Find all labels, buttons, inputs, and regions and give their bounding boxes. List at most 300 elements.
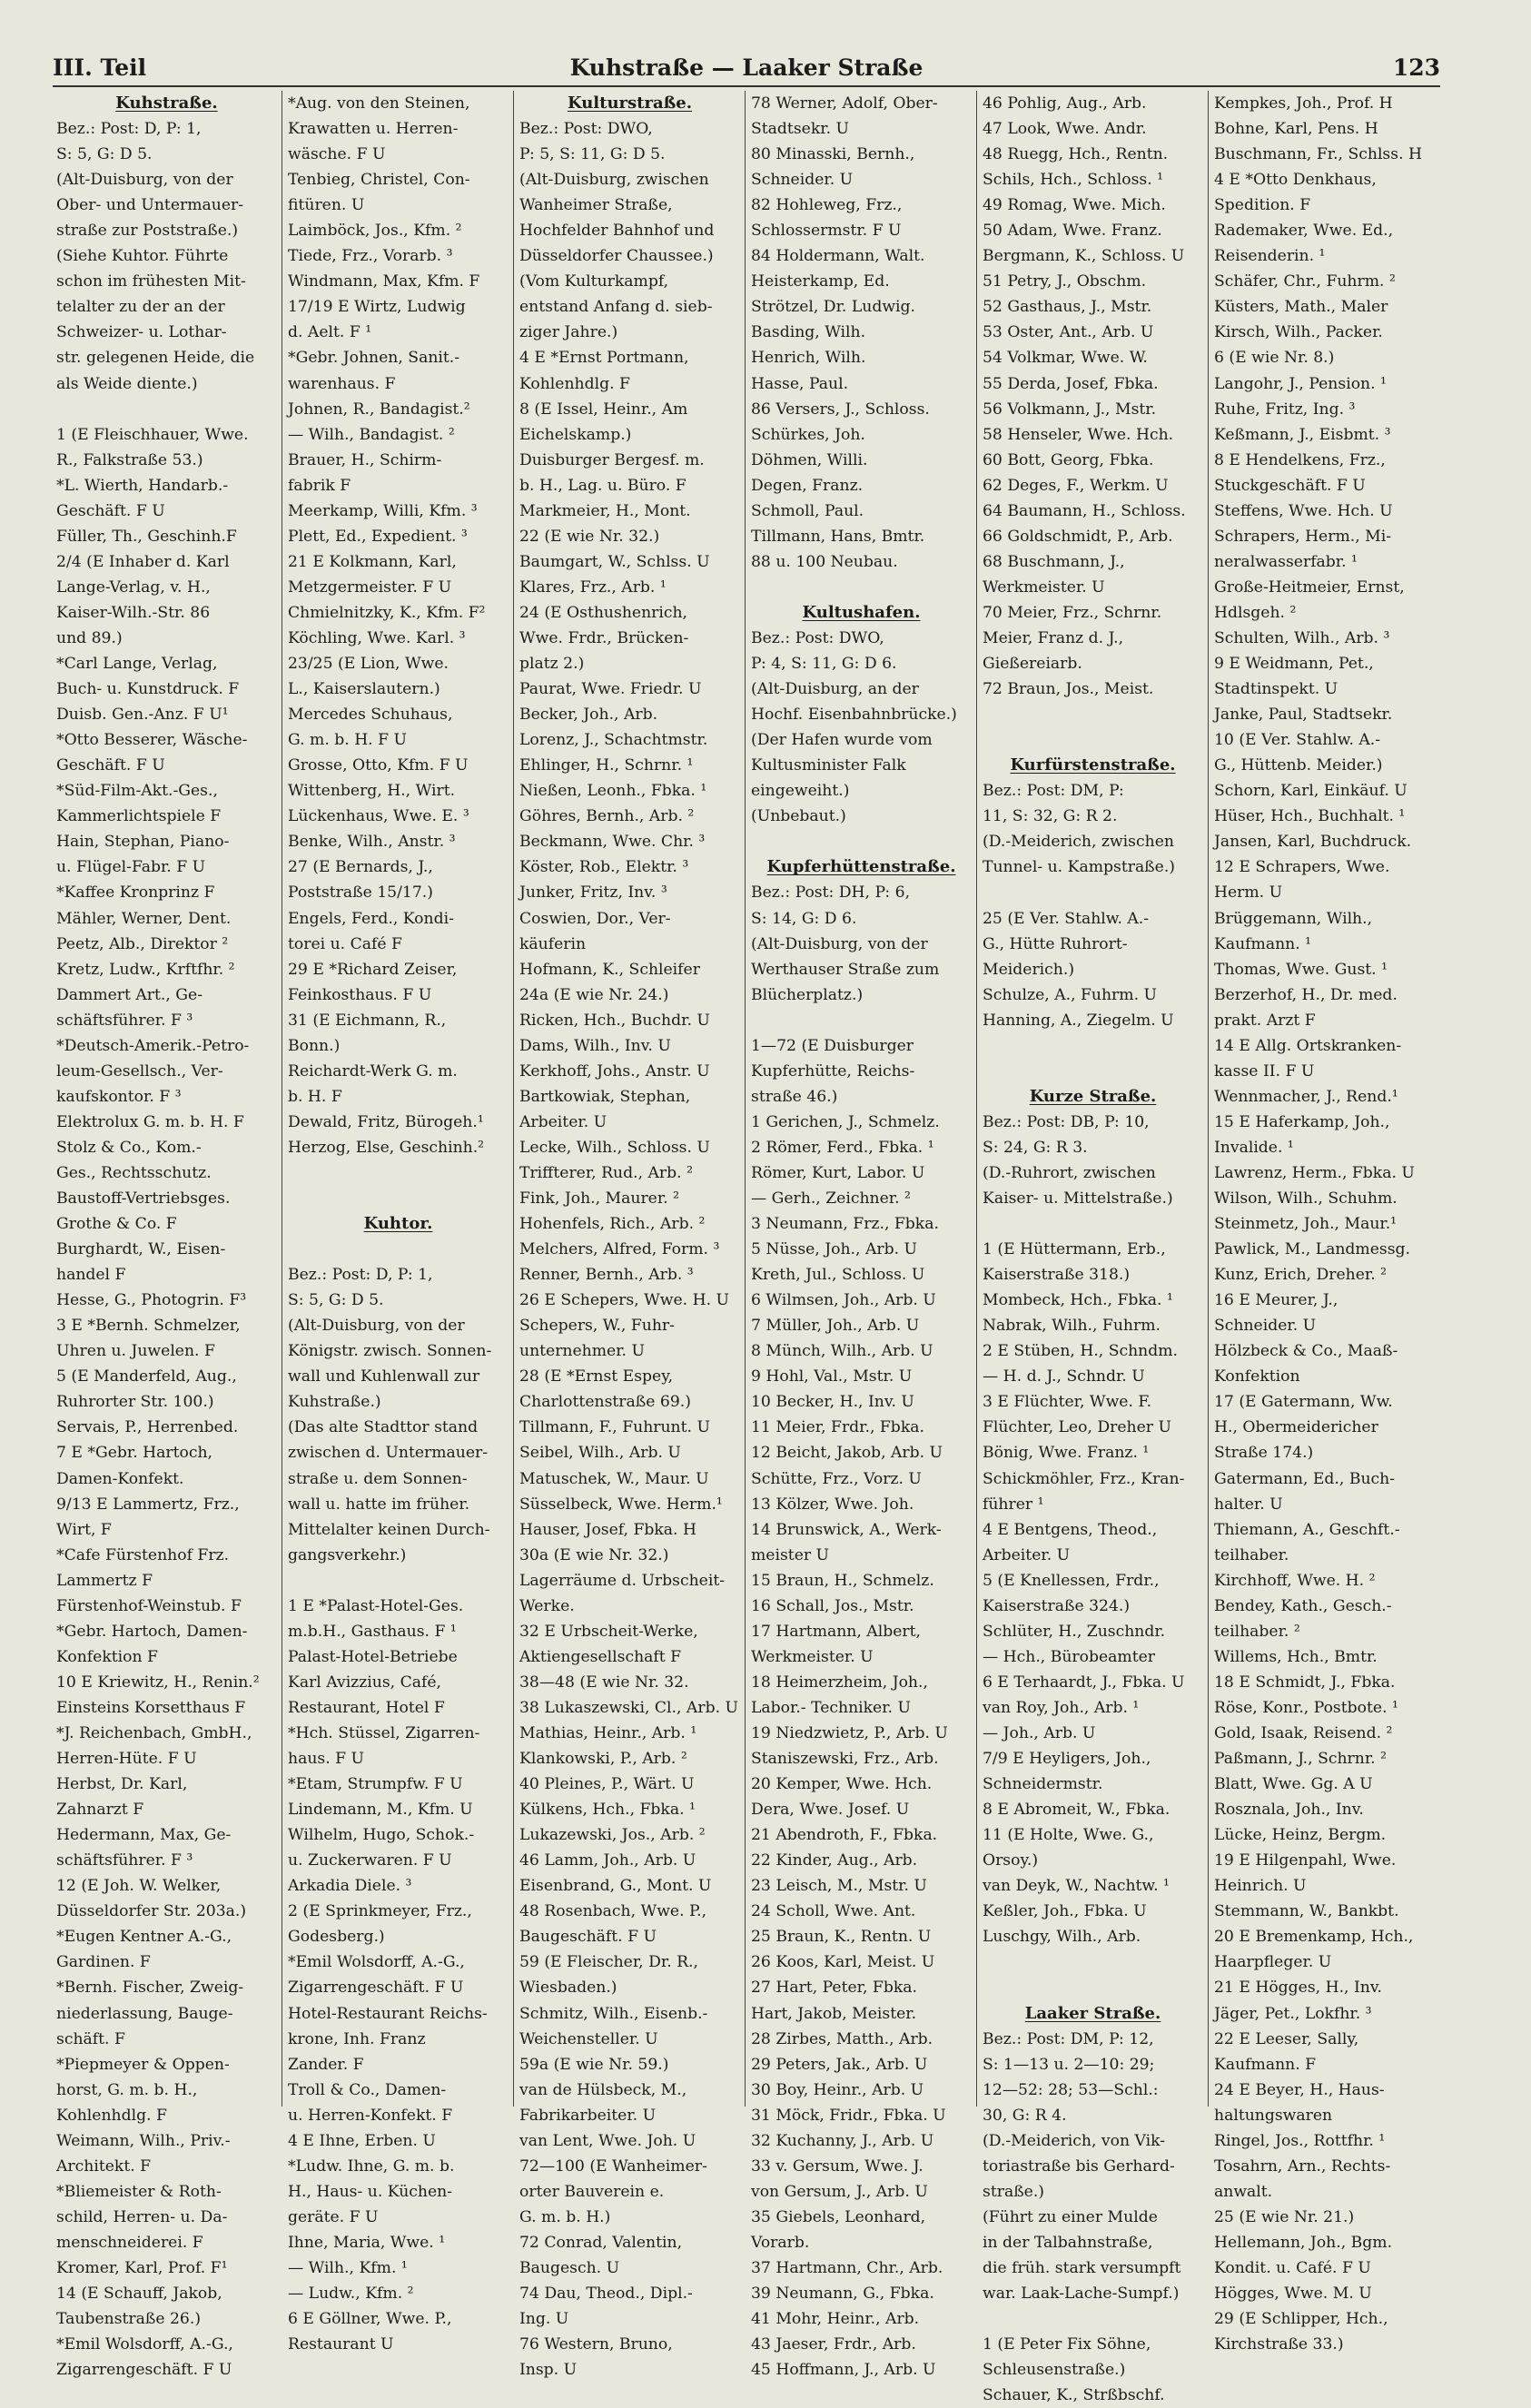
directory-line: Kromer, Karl, Prof. F¹ <box>56 2258 228 2277</box>
directory-line: als Weide diente.) <box>56 374 198 393</box>
directory-line: Coswien, Dor., Ver- <box>519 909 671 928</box>
directory-line: 30, G: R 4. <box>983 2106 1067 2125</box>
directory-line: Bez.: Post: DWO, <box>751 628 884 647</box>
directory-line: G., Hütte Ruhrort- <box>983 934 1128 953</box>
directory-line: Baugesch. U <box>519 2258 620 2277</box>
directory-line: war. Laak-Lache-Sumpf.) <box>983 2285 1180 2304</box>
directory-line: Laimböck, Jos., Kfm. ² <box>288 222 462 241</box>
directory-line: S: 14, G: D 6. <box>751 909 857 928</box>
directory-line: Zander. F <box>288 2055 364 2074</box>
directory-line: Janke, Paul, Stadtsekr. <box>1214 706 1393 725</box>
directory-line: van de Hülsbeck, M., <box>519 2080 687 2099</box>
directory-line: 70 Meier, Frz., Schrnr. <box>983 603 1162 622</box>
directory-line: orter Bauverein e. <box>519 2182 665 2201</box>
street-heading: Kurfürstenstraße. <box>1010 755 1176 775</box>
directory-line: Dewald, Fritz, Bürogeh.¹ <box>288 1112 484 1131</box>
directory-line: 26 Koos, Karl, Meist. U <box>751 1953 935 1972</box>
directory-line: Wilhelm, Hugo, Schok.- <box>288 1826 475 1845</box>
directory-line: 49 Romag, Wwe. Mich. <box>983 196 1166 215</box>
directory-line: 48 Ruegg, Hch., Rentn. <box>983 145 1169 164</box>
directory-line: Seibel, Wilh., Arb. U <box>519 1444 681 1463</box>
directory-line: Wwe. Frdr., Brücken- <box>519 628 689 647</box>
directory-line: u. Zuckerwaren. F U <box>288 1851 452 1870</box>
directory-line: Mähler, Werner, Dent. <box>56 909 232 928</box>
directory-line: 1 E *Palast-Hotel-Ges. <box>288 1596 464 1615</box>
directory-line: 7 Müller, Joh., Arb. U <box>751 1317 920 1336</box>
directory-line: *Gebr. Johnen, Sanit.- <box>288 349 460 368</box>
directory-line: 31 Möck, Fridr., Fbka. U <box>751 2106 946 2125</box>
directory-line: Lorenz, J., Schachtmstr. <box>519 731 708 750</box>
directory-line: Tiede, Frz., Vorarb. ³ <box>288 247 453 266</box>
directory-line: 16 E Meurer, J., <box>1214 1291 1338 1310</box>
directory-line: Bendey, Kath., Gesch.- <box>1214 1596 1392 1615</box>
directory-line: 12 E Schrapers, Wwe. <box>1214 858 1390 877</box>
directory-line: 3 E Flüchter, Wwe. F. <box>983 1393 1152 1412</box>
directory-line: Konfektion <box>1214 1367 1300 1387</box>
directory-line: Staniszewski, Frz., Arb. <box>751 1750 939 1769</box>
directory-line: (D.-Meiderich, von Vik- <box>983 2131 1166 2150</box>
directory-line: Heisterkamp, Ed. <box>751 272 890 291</box>
directory-line: 12 Beicht, Jakob, Arb. U <box>751 1444 943 1463</box>
directory-line: Baustoff-Vertriebsges. <box>56 1189 231 1209</box>
directory-line: 32 E Urbscheit-Werke, <box>519 1622 698 1641</box>
directory-line: Weichensteller. U <box>519 2029 658 2048</box>
directory-line: horst, G. m. b. H., <box>56 2080 198 2099</box>
directory-line: 13 Kölzer, Wwe. Joh. <box>751 1495 914 1514</box>
directory-line: Kondit. u. Café. F U <box>1214 2258 1371 2277</box>
directory-line: Schulze, A., Fuhrm. U <box>983 985 1157 1004</box>
directory-line: Schneidermstr. <box>983 1775 1103 1794</box>
directory-line: Flüchter, Leo, Dreher U <box>983 1418 1171 1437</box>
directory-line: Ihne, Maria, Wwe. ¹ <box>288 2233 446 2252</box>
directory-line: u. Flügel-Fabr. F U <box>56 858 206 877</box>
directory-line: Arbeiter. U <box>519 1112 607 1131</box>
directory-line: Brauer, H., Schirm- <box>288 450 442 469</box>
directory-line: Basding, Wilh. <box>751 323 866 342</box>
directory-line: Schneider. U <box>751 171 854 190</box>
directory-line: Kerkhoff, Johs., Anstr. U <box>519 1061 710 1081</box>
directory-line: 68 Buschmann, J., <box>983 552 1125 571</box>
directory-line: Palast-Hotel-Betriebe <box>288 1647 458 1666</box>
directory-line: *Kaffee Kronprinz F <box>56 883 215 903</box>
directory-line: 3 Neumann, Frz., Fbka. <box>751 1215 939 1234</box>
directory-line: Peetz, Alb., Direktor ² <box>56 934 229 953</box>
directory-line: 10 E Kriewitz, H., Renin.² <box>56 1673 260 1692</box>
page-header <box>53 49 1440 87</box>
directory-line: 1 (E Hüttermann, Erb., <box>983 1240 1166 1259</box>
directory-line: Bez.: Post: D, P: 1, <box>288 1266 433 1285</box>
directory-line: str. gelegenen Heide, die <box>56 349 255 368</box>
directory-line: *Gebr. Hartoch, Damen- <box>56 1622 248 1641</box>
directory-line: 9 E Weidmann, Pet., <box>1214 655 1374 674</box>
directory-line: straße u. dem Sonnen- <box>288 1469 468 1488</box>
directory-line: 48 Rosenbach, Wwe. P., <box>519 1902 707 1921</box>
directory-line: Kreth, Jul., Schloss. U <box>751 1266 925 1285</box>
directory-line: Ruhrorter Str. 100.) <box>56 1393 214 1412</box>
directory-line <box>983 1975 1203 2000</box>
directory-line: Schütte, Frz., Vorz. U <box>751 1469 922 1488</box>
directory-line: Johnen, R., Bandagist.² <box>288 400 470 419</box>
directory-line: 10 (E Ver. Stahlw. A.- <box>1214 731 1381 750</box>
directory-line: Jäger, Pet., Lokfhr. ³ <box>1214 2004 1372 2023</box>
directory-line: die früh. stark versumpft <box>983 2258 1181 2277</box>
directory-line: führer ¹ <box>983 1495 1044 1514</box>
directory-line: Schorn, Karl, Einkäuf. U <box>1214 782 1408 801</box>
directory-line: 11, S: 32, G: R 2. <box>983 807 1118 826</box>
directory-line: Klares, Frz., Arb. ¹ <box>519 577 667 597</box>
directory-line: Kaiserstraße 318.) <box>983 1266 1131 1285</box>
directory-line: Einsteins Korsetthaus F <box>56 1698 246 1717</box>
directory-line: Hochfelder Bahnhof und <box>519 222 715 241</box>
directory-line: 23 Leisch, M., Mstr. U <box>751 1877 927 1896</box>
directory-line: Schulten, Wilh., Arb. ³ <box>1214 628 1390 647</box>
directory-line: Hedermann, Max, Ge- <box>56 1826 232 1845</box>
directory-line: Lückenhaus, Wwe. E. ³ <box>288 807 469 826</box>
directory-line: 82 Hohleweg, Frz., <box>751 196 903 215</box>
directory-line: G. m. b. H. F U <box>288 731 407 750</box>
directory-line: wall u. hatte im früher. <box>288 1495 470 1514</box>
directory-line: Wiesbaden.) <box>519 1979 617 1998</box>
directory-line: Schäfer, Chr., Fuhrm. ² <box>1214 272 1396 291</box>
directory-line: Rosznala, Joh., Inv. <box>1214 1801 1364 1820</box>
directory-line: Feinkosthaus. F U <box>288 985 432 1004</box>
directory-line: 72 Conrad, Valentin, <box>519 2233 683 2252</box>
directory-line: Klankowski, P., Arb. ² <box>519 1750 687 1769</box>
directory-line: Bez.: Post: D, P: 1, <box>56 120 202 139</box>
directory-line: 5 (E Manderfeld, Aug., <box>56 1367 237 1387</box>
directory-line: straße zur Poststraße.) <box>56 222 239 241</box>
street-heading: Laaker Straße. <box>1024 2003 1161 2023</box>
directory-line: 17 (E Gatermann, Ww. <box>1214 1393 1393 1412</box>
directory-line: 14 Brunswick, A., Werk- <box>751 1520 942 1539</box>
directory-line: 32 Kuchanny, J., Arb. U <box>751 2131 934 2150</box>
directory-line: Meiderich.) <box>983 960 1075 979</box>
directory-column <box>51 91 282 2380</box>
directory-line: 60 Bott, Georg, Fbka. <box>983 450 1154 469</box>
directory-line: *Süd-Film-Akt.-Ges., <box>56 782 218 801</box>
directory-line: Bez.: Post: DH, P: 6, <box>751 883 911 903</box>
directory-line: Lawrenz, Herm., Fbka. U <box>1214 1163 1415 1182</box>
directory-line: neralwasserfabr. ¹ <box>1214 552 1358 571</box>
directory-line: Hart, Jakob, Meister. <box>751 2004 917 2023</box>
directory-line: Zigarrengeschäft. F U <box>56 2361 232 2380</box>
directory-line: 58 Henseler, Wwe. Hch. <box>983 425 1174 444</box>
directory-line <box>288 1237 509 1262</box>
directory-line: 46 Lamm, Joh., Arb. U <box>519 1851 696 1870</box>
directory-line: Dera, Wwe. Josef. U <box>751 1801 910 1820</box>
directory-line: *Emil Wolsdorff, A.-G., <box>288 1953 465 1972</box>
directory-line: Uhren u. Juwelen. F <box>56 1342 215 1361</box>
directory-line: Becker, Joh., Arb. <box>519 706 658 725</box>
directory-line: 16 Schall, Jos., Mstr. <box>751 1596 914 1615</box>
directory-line: Köchling, Wwe. Karl. ³ <box>288 628 466 647</box>
directory-line: 24a (E wie Nr. 24.) <box>519 985 669 1004</box>
directory-line: 30 Boy, Heinr., Arb. U <box>751 2080 924 2099</box>
directory-line: Düsseldorfer Chaussee.) <box>519 247 714 266</box>
directory-line: teilhaber. <box>1214 1545 1289 1564</box>
directory-line: Kunz, Erich, Dreher. ² <box>1214 1266 1388 1285</box>
directory-line: Plett, Ed., Expedient. ³ <box>288 527 468 546</box>
directory-line: Bez.: Post: DM, P: 12, <box>983 2029 1154 2048</box>
directory-line: *Ludw. Ihne, G. m. b. <box>288 2156 455 2176</box>
street-heading: Kuhtor. <box>363 1214 433 1234</box>
directory-line: 15 Braun, H., Schmelz. <box>751 1571 934 1590</box>
directory-line: Degen, Franz. <box>751 476 864 495</box>
directory-line: Benke, Wilh., Anstr. ³ <box>288 833 456 852</box>
directory-line: Stemmann, W., Bankbt. <box>1214 1902 1399 1921</box>
directory-line: G., Hüttenb. Meider.) <box>1214 756 1383 775</box>
directory-line: Bonn.) <box>288 1036 341 1055</box>
directory-line: 54 Volkmar, Wwe. W. <box>983 349 1148 368</box>
directory-line: Gießereiarb. <box>983 655 1082 674</box>
directory-line: Reisenderin. ¹ <box>1214 247 1326 266</box>
directory-line: Charlottenstraße 69.) <box>519 1393 691 1412</box>
street-heading: Kulturstraße. <box>567 94 693 113</box>
directory-line: Geschäft. F U <box>56 501 165 520</box>
directory-line: 5 Nüsse, Joh., Arb. U <box>751 1240 917 1259</box>
directory-line: Poststraße 15/17.) <box>288 883 433 903</box>
directory-line <box>751 1008 972 1033</box>
directory-line: Invalide. ¹ <box>1214 1138 1294 1157</box>
directory-line <box>983 880 1203 905</box>
directory-line: Kohlenhdlg. F <box>56 2106 167 2125</box>
directory-line: 41 Mohr, Heinr., Arb. <box>751 2310 920 2329</box>
directory-line: Füller, Th., Geschinh.F <box>56 527 237 546</box>
directory-line: 21 Abendroth, F., Fbka. <box>751 1826 938 1845</box>
directory-line: *L. Wierth, Handarb.- <box>56 476 229 495</box>
directory-line: Kempkes, Joh., Prof. H <box>1214 94 1393 113</box>
directory-line: Dammert Art., Ge- <box>56 985 203 1004</box>
directory-line: (Führt zu einer Mulde <box>983 2207 1158 2226</box>
directory-line: — Wilh., Kfm. ¹ <box>288 2258 408 2277</box>
directory-line: Fürstenhof-Weinstub. F <box>56 1596 242 1615</box>
directory-line: 26 E Schepers, Wwe. H. U <box>519 1291 729 1310</box>
directory-line: Bez.: Post: DWO, <box>519 120 653 139</box>
directory-line: wall und Kuhlenwall zur <box>288 1367 480 1387</box>
directory-line: 20 E Bremenkamp, Hch., <box>1214 1928 1414 1947</box>
directory-line: Ges., Rechtsschutz. <box>56 1163 212 1182</box>
directory-line: 28 (E *Ernst Espey, <box>519 1367 674 1387</box>
directory-line: Taubenstraße 26.) <box>56 2310 202 2329</box>
directory-line: Schneider. U <box>1214 1317 1317 1336</box>
directory-line: Renner, Bernh., Arb. ³ <box>519 1266 694 1285</box>
directory-line <box>983 2306 1203 2332</box>
directory-line: 6 E Terhaardt, J., Fbka. U <box>983 1673 1185 1692</box>
directory-line: Tillmann, Hans, Bmtr. <box>751 527 925 546</box>
directory-line: Küsters, Math., Maler <box>1214 298 1388 317</box>
directory-line: (Unbebaut.) <box>751 807 846 826</box>
directory-line: Ringel, Jos., Rottfhr. ¹ <box>1214 2131 1386 2150</box>
directory-line: Hohenfels, Rich., Arb. ² <box>519 1215 706 1234</box>
directory-line: Schlüter, H., Zuschndr. <box>983 1622 1166 1641</box>
directory-line <box>983 1059 1203 1084</box>
directory-line: Straße 174.) <box>1214 1444 1314 1463</box>
directory-line: Schickmöhler, Frz., Kran- <box>983 1469 1185 1488</box>
directory-line: Lukazewski, Jos., Arb. ² <box>519 1826 706 1845</box>
directory-line: 80 Minasski, Bernh., <box>751 145 915 164</box>
directory-line: Hochf. Eisenbahnbrücke.) <box>751 706 957 725</box>
directory-line: L., Kaiserslautern.) <box>288 680 440 699</box>
directory-line: Hasse, Paul. <box>751 374 849 393</box>
directory-line: 86 Versers, J., Schloss. <box>751 400 930 419</box>
directory-line: b. H., Lag. u. Büro. F <box>519 476 686 495</box>
directory-line: Reichardt-Werk G. m. <box>288 1061 458 1081</box>
directory-line: Kretz, Ludw., Krftfhr. ² <box>56 960 235 979</box>
directory-line: (Das alte Stadttor stand <box>288 1418 479 1437</box>
directory-line: Ricken, Hch., Buchdr. U <box>519 1011 710 1030</box>
directory-line: Matuschek, W., Maur. U <box>519 1469 709 1488</box>
directory-line: *Etam, Strumpfw. F U <box>288 1775 463 1794</box>
directory-line: Döhmen, Willi. <box>751 450 868 469</box>
directory-line: Brüggemann, Wilh., <box>1214 909 1373 928</box>
directory-line: — H. d. J., Schndr. U <box>983 1367 1145 1387</box>
directory-line: Kirchhoff, Wwe. H. ² <box>1214 1571 1376 1590</box>
directory-line: Süsselbeck, Wwe. Herm.¹ <box>519 1495 723 1514</box>
directory-line: Gold, Isaak, Reisend. ² <box>1214 1724 1393 1742</box>
directory-line: Orsoy.) <box>983 1851 1039 1870</box>
directory-line: Zigarrengeschäft. F U <box>288 1979 464 1998</box>
directory-line: Junker, Fritz, Inv. ³ <box>519 883 667 903</box>
directory-line: 23/25 (E Lion, Wwe. <box>288 655 449 674</box>
directory-line: Restaurant U <box>288 2335 394 2354</box>
directory-line: meister U <box>751 1545 830 1564</box>
street-heading: Kuhstraße. <box>115 94 218 113</box>
directory-line: 18 Heimerzheim, Joh., <box>751 1673 928 1692</box>
directory-line: 27 (E Bernards, J., <box>288 858 433 877</box>
directory-line: Damen-Konfekt. <box>56 1469 184 1488</box>
directory-line: und 89.) <box>56 628 123 647</box>
directory-line: Röse, Konr., Postbote. ¹ <box>1214 1698 1398 1717</box>
directory-line: toriastraße bis Gerhard- <box>983 2156 1175 2176</box>
directory-line: Ruhe, Fritz, Ing. ³ <box>1214 400 1356 419</box>
directory-line: Ing. U <box>519 2310 569 2329</box>
directory-line: (Siehe Kuhtor. Führte <box>56 247 229 266</box>
directory-line: 25 Braun, K., Rentn. U <box>751 1928 932 1947</box>
directory-line: Buch- u. Kunstdruck. F <box>56 680 240 699</box>
directory-line: Nabrak, Wilh., Fuhrm. <box>983 1317 1161 1336</box>
directory-line: Thiemann, A., Geschft.- <box>1214 1520 1400 1539</box>
directory-line: Grosse, Otto, Kfm. F U <box>288 756 469 775</box>
directory-line: Dams, Wilh., Inv. U <box>519 1036 671 1055</box>
section-label: III. Teil <box>53 54 147 81</box>
directory-line: Mathias, Heinr., Arb. ¹ <box>519 1724 697 1742</box>
directory-line: Eisenbrand, G., Mont. U <box>519 1877 712 1896</box>
directory-line: Hauser, Josef, Fbka. H <box>519 1520 696 1539</box>
directory-line: Werthauser Straße zum <box>751 960 940 979</box>
directory-columns <box>51 91 1440 2405</box>
directory-line: 88 u. 100 Neubau. <box>751 552 898 571</box>
directory-line: 6 (E wie Nr. 8.) <box>1214 349 1335 368</box>
directory-line: Blücherplatz.) <box>751 985 864 1004</box>
directory-line: telalter zu der an der <box>56 298 225 317</box>
directory-line: 20 Kemper, Wwe. Hch. <box>751 1775 933 1794</box>
directory-line: haltungswaren <box>1214 2106 1333 2125</box>
directory-line: Kaufmann. F <box>1214 2055 1317 2074</box>
directory-line: schild, Herren- u. Da- <box>56 2207 228 2226</box>
directory-line: u. Herren-Konfekt. F <box>288 2106 453 2125</box>
directory-line: 29 (E Schlipper, Hch., <box>1214 2310 1388 2329</box>
directory-line: P: 5, S: 11, G: D 5. <box>519 145 666 164</box>
directory-line: 66 Goldschmidt, P., Arb. <box>983 527 1173 546</box>
directory-line: Labor.- Techniker. U <box>751 1698 911 1717</box>
street-heading: Kupferhüttenstraße. <box>766 857 956 877</box>
directory-line: Schweizer- u. Lothar- <box>56 323 227 342</box>
directory-line: 56 Volkmann, J., Mstr. <box>983 400 1157 419</box>
directory-line: 24 E Beyer, H., Haus- <box>1214 2080 1385 2099</box>
directory-line: 43 Jaeser, Frdr., Arb. <box>751 2335 916 2354</box>
directory-line: Rademaker, Wwe. Ed., <box>1214 222 1394 241</box>
directory-line: 17/19 E Wirtz, Ludwig <box>288 298 466 317</box>
directory-line: Schepers, W., Fuhr- <box>519 1317 675 1336</box>
directory-line: 4 E Bentgens, Theod., <box>983 1520 1158 1539</box>
directory-line: Herm. U <box>1214 883 1283 903</box>
directory-line: Kirchstraße 33.) <box>1214 2335 1344 2354</box>
directory-line: 5 (E Knellessen, Frdr., <box>983 1571 1160 1590</box>
directory-line: Fink, Joh., Maurer. ² <box>519 1189 679 1209</box>
directory-line: Spedition. F <box>1214 196 1311 215</box>
directory-line: Meier, Franz d. J., <box>983 628 1124 647</box>
directory-line: Markmeier, H., Mont. <box>519 501 691 520</box>
directory-line: geräte. F U <box>288 2207 379 2226</box>
directory-line: (Der Hafen wurde vom <box>751 731 933 750</box>
directory-line: Baugeschäft. F U <box>519 1928 657 1947</box>
directory-line: 72—100 (E Wanheimer- <box>519 2156 707 2176</box>
directory-line: d. Aelt. F ¹ <box>288 323 372 342</box>
directory-line: Hanning, A., Ziegelm. U <box>983 1011 1174 1030</box>
directory-line: Bartkowiak, Stephan, <box>519 1087 691 1106</box>
directory-line: *Bliemeister & Roth- <box>56 2182 222 2201</box>
directory-line: Römer, Kurt, Labor. U <box>751 1163 925 1182</box>
directory-line: H., Obermeidericher <box>1214 1418 1378 1437</box>
directory-line: 18 E Schmidt, J., Fbka. <box>1214 1673 1396 1692</box>
directory-line: 29 Peters, Jak., Arb. U <box>751 2055 928 2074</box>
directory-line: gangsverkehr.) <box>288 1545 407 1564</box>
directory-line: Metzgermeister. F U <box>288 577 452 597</box>
directory-line: Werkmeister. U <box>983 577 1105 597</box>
directory-line: Gardinen. F <box>56 1953 151 1972</box>
directory-line: — Gerh., Zeichner. ² <box>751 1189 911 1209</box>
directory-line: Thomas, Wwe. Gust. ¹ <box>1214 960 1388 979</box>
directory-line: 52 Gasthaus, J., Mstr. <box>983 298 1152 317</box>
street-heading: Kurze Straße. <box>1029 1086 1157 1106</box>
directory-line <box>288 1186 509 1211</box>
directory-line: Chmielnitzky, K., Kfm. F² <box>288 603 486 622</box>
directory-line: 4 E Ihne, Erben. U <box>288 2131 436 2150</box>
directory-line: 50 Adam, Wwe. Franz. <box>983 222 1162 241</box>
directory-line <box>751 829 972 854</box>
directory-line: Düsseldorfer Str. 203a.) <box>56 1902 247 1921</box>
directory-line <box>983 727 1203 753</box>
directory-line: Duisb. Gen.-Anz. F U¹ <box>56 706 229 725</box>
directory-line: Lecke, Wilh., Schloss. U <box>519 1138 710 1157</box>
directory-line: Bez.: Post: DB, P: 10, <box>983 1112 1150 1131</box>
directory-line: von Gersum, J., Arb. U <box>751 2182 928 2201</box>
directory-line: Külkens, Hch., Fbka. ¹ <box>519 1801 696 1820</box>
directory-line: 51 Petry, J., Obschm. <box>983 272 1147 291</box>
directory-line: torei u. Café F <box>288 934 402 953</box>
directory-line: Tosahrn, Arn., Rechts- <box>1214 2156 1391 2176</box>
directory-line: 12—52: 28; 53—Schl.: <box>983 2080 1159 2099</box>
directory-line: käuferin <box>519 934 587 953</box>
directory-line: Bönig, Wwe. Franz. ¹ <box>983 1444 1150 1463</box>
directory-line: 17 Hartmann, Albert, <box>751 1622 921 1641</box>
directory-line: Geschäft. F U <box>56 756 165 775</box>
directory-line: R., Falkstraße 53.) <box>56 450 203 469</box>
directory-line: niederlassung, Bauge- <box>56 2004 233 2023</box>
directory-line: Steffens, Wwe. Hch. U <box>1214 501 1393 520</box>
directory-line: 53 Oster, Ant., Arb. U <box>983 323 1154 342</box>
directory-line: Kammerlichtspiele F <box>56 807 222 826</box>
